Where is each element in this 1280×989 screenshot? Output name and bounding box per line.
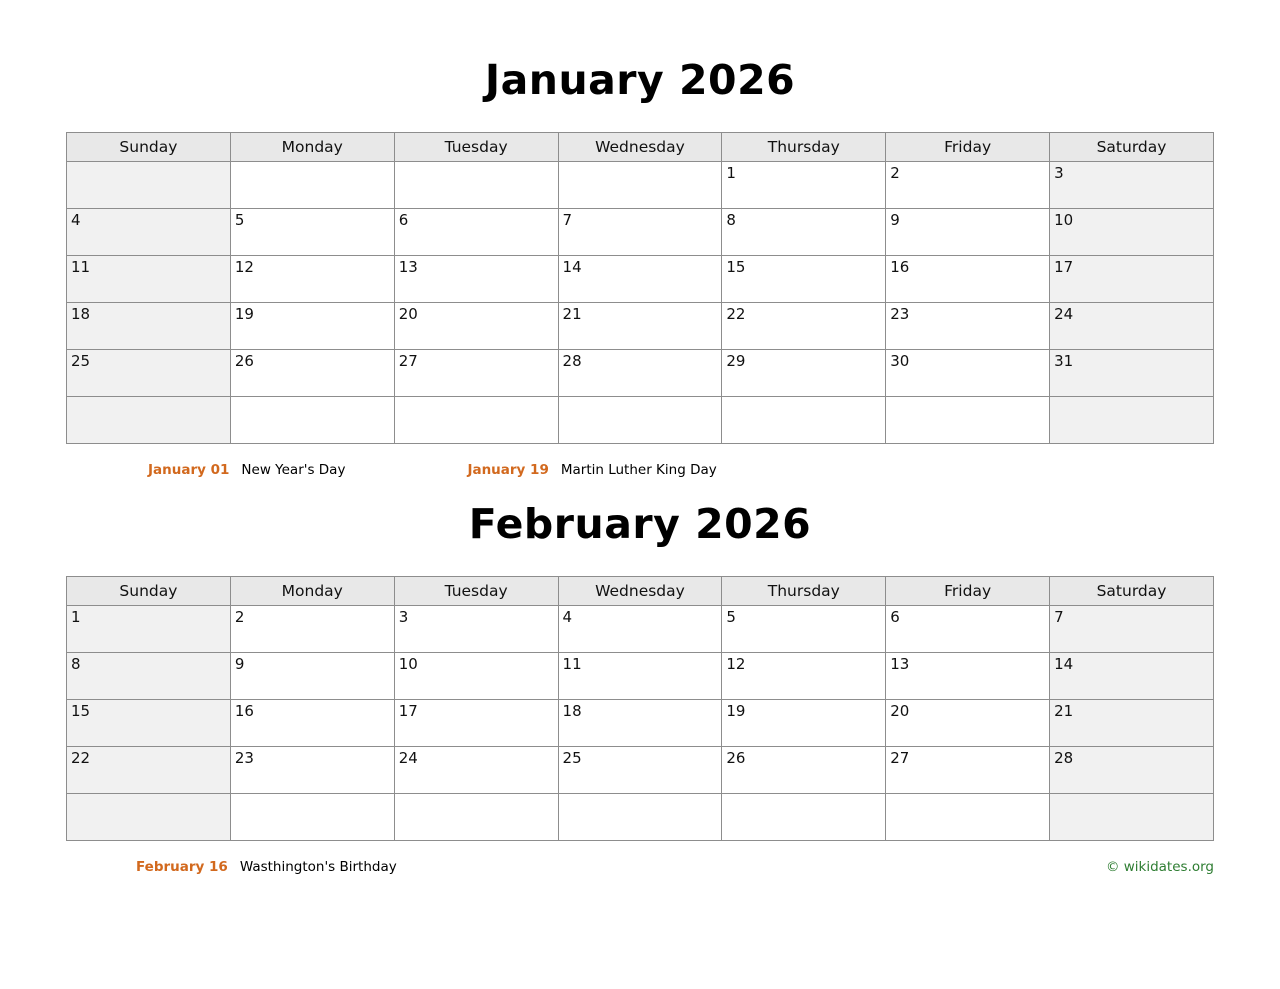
month-block-january (0, 56, 1280, 478)
weekday-header-tuesday: Tuesday (394, 577, 558, 606)
day-cell[interactable]: 20 (886, 700, 1050, 747)
day-cell[interactable]: 5 (230, 209, 394, 256)
day-cell[interactable]: 8 (722, 209, 886, 256)
day-cell[interactable]: 29 (722, 350, 886, 397)
section-spacer (0, 478, 1280, 500)
day-cell[interactable]: 21 (1050, 700, 1214, 747)
day-cell[interactable]: 1 (722, 162, 886, 209)
day-cell[interactable]: 10 (394, 653, 558, 700)
calendar-week-row (67, 653, 1214, 700)
weekday-header-monday: Monday (230, 577, 394, 606)
weekday-header-friday: Friday (886, 577, 1050, 606)
day-cell[interactable]: 16 (230, 700, 394, 747)
holiday-item (148, 462, 345, 478)
calendar-week-row (67, 606, 1214, 653)
day-cell[interactable]: 4 (67, 209, 231, 256)
calendar-week-row (67, 794, 1214, 841)
day-cell[interactable] (886, 794, 1050, 841)
page-title-january: January 2026 (484, 56, 796, 104)
day-cell[interactable] (722, 397, 886, 444)
calendar-week-row (67, 747, 1214, 794)
holiday-name: Wasthington's Birthday (239, 859, 397, 875)
day-cell[interactable]: 23 (230, 747, 394, 794)
day-cell[interactable]: 7 (1050, 606, 1214, 653)
calendar-week-row (67, 397, 1214, 444)
day-cell[interactable]: 11 (558, 653, 722, 700)
day-cell[interactable] (394, 162, 558, 209)
day-cell[interactable]: 5 (722, 606, 886, 653)
day-cell[interactable]: 21 (558, 303, 722, 350)
day-cell[interactable]: 7 (558, 209, 722, 256)
holiday-date: January 01 (148, 462, 230, 478)
day-cell[interactable]: 13 (886, 653, 1050, 700)
calendar-week-row (67, 162, 1214, 209)
day-cell[interactable]: 8 (67, 653, 231, 700)
day-cell[interactable]: 1 (67, 606, 231, 653)
day-cell[interactable]: 4 (558, 606, 722, 653)
weekday-header-monday: Monday (230, 133, 394, 162)
day-cell[interactable]: 2 (886, 162, 1050, 209)
day-cell[interactable] (394, 794, 558, 841)
day-cell[interactable]: 26 (722, 747, 886, 794)
day-cell[interactable]: 15 (67, 700, 231, 747)
day-cell[interactable] (558, 397, 722, 444)
day-cell[interactable]: 18 (558, 700, 722, 747)
holiday-list-february (66, 841, 1214, 875)
holiday-date: February 16 (136, 859, 228, 875)
calendar-week-row (67, 256, 1214, 303)
day-cell[interactable]: 19 (230, 303, 394, 350)
weekday-header-wednesday: Wednesday (558, 133, 722, 162)
holiday-name: Martin Luther King Day (560, 462, 717, 478)
day-cell[interactable]: 9 (230, 653, 394, 700)
site-credit[interactable]: © wikidates.org (1105, 859, 1214, 875)
day-cell[interactable]: 31 (1050, 350, 1214, 397)
day-cell[interactable] (394, 397, 558, 444)
day-cell[interactable]: 3 (394, 606, 558, 653)
weekday-header-sunday: Sunday (67, 133, 231, 162)
day-cell[interactable]: 2 (230, 606, 394, 653)
day-cell[interactable]: 9 (886, 209, 1050, 256)
calendar-table-february (66, 576, 1214, 841)
day-cell[interactable]: 19 (722, 700, 886, 747)
weekday-header-row (67, 577, 1214, 606)
day-cell[interactable]: 11 (67, 256, 231, 303)
day-cell[interactable]: 20 (394, 303, 558, 350)
weekday-header-sunday: Sunday (67, 577, 231, 606)
day-cell[interactable] (67, 162, 231, 209)
calendar-wrapper-february (66, 576, 1214, 841)
day-cell[interactable] (67, 794, 231, 841)
day-cell[interactable] (1050, 397, 1214, 444)
calendar-wrapper-january (66, 132, 1214, 444)
day-cell[interactable]: 3 (1050, 162, 1214, 209)
day-cell[interactable]: 26 (230, 350, 394, 397)
day-cell[interactable]: 24 (1050, 303, 1214, 350)
day-cell[interactable]: 17 (1050, 256, 1214, 303)
weekday-header-tuesday: Tuesday (394, 133, 558, 162)
holiday-date: January 19 (467, 462, 549, 478)
day-cell[interactable]: 6 (886, 606, 1050, 653)
holiday-item (467, 462, 716, 478)
holiday-item (136, 859, 397, 875)
day-cell[interactable]: 28 (1050, 747, 1214, 794)
day-cell[interactable] (1050, 794, 1214, 841)
weekday-header-row (67, 133, 1214, 162)
day-cell[interactable] (230, 397, 394, 444)
day-cell[interactable]: 18 (67, 303, 231, 350)
weekday-header-saturday: Saturday (1050, 133, 1214, 162)
calendar-week-row (67, 209, 1214, 256)
weekday-header-thursday: Thursday (722, 133, 886, 162)
day-cell[interactable]: 12 (230, 256, 394, 303)
day-cell[interactable]: 27 (886, 747, 1050, 794)
day-cell[interactable]: 30 (886, 350, 1050, 397)
day-cell[interactable]: 22 (67, 747, 231, 794)
day-cell[interactable] (230, 162, 394, 209)
calendar-week-row (67, 700, 1214, 747)
day-cell[interactable]: 17 (394, 700, 558, 747)
weekday-header-friday: Friday (886, 133, 1050, 162)
day-cell[interactable]: 25 (67, 350, 231, 397)
holiday-list-january (66, 444, 1214, 478)
day-cell[interactable] (67, 397, 231, 444)
day-cell[interactable]: 6 (394, 209, 558, 256)
holiday-name: New Year's Day (241, 462, 346, 478)
day-cell[interactable] (886, 397, 1050, 444)
month-block-february (0, 500, 1280, 875)
day-cell[interactable]: 24 (394, 747, 558, 794)
day-cell[interactable]: 10 (1050, 209, 1214, 256)
weekday-header-saturday: Saturday (1050, 577, 1214, 606)
day-cell[interactable] (558, 794, 722, 841)
day-cell[interactable]: 23 (886, 303, 1050, 350)
day-cell[interactable]: 22 (722, 303, 886, 350)
day-cell[interactable]: 14 (558, 256, 722, 303)
day-cell[interactable]: 12 (722, 653, 886, 700)
day-cell[interactable]: 16 (886, 256, 1050, 303)
day-cell[interactable]: 27 (394, 350, 558, 397)
day-cell[interactable]: 28 (558, 350, 722, 397)
day-cell[interactable]: 14 (1050, 653, 1214, 700)
day-cell[interactable] (230, 794, 394, 841)
weekday-header-thursday: Thursday (722, 577, 886, 606)
day-cell[interactable]: 15 (722, 256, 886, 303)
page-title-february: February 2026 (468, 500, 812, 548)
calendar-table-january (66, 132, 1214, 444)
calendar-week-row (67, 303, 1214, 350)
calendar-week-row (67, 350, 1214, 397)
day-cell[interactable]: 25 (558, 747, 722, 794)
day-cell[interactable]: 13 (394, 256, 558, 303)
day-cell[interactable] (722, 794, 886, 841)
day-cell[interactable] (558, 162, 722, 209)
weekday-header-wednesday: Wednesday (558, 577, 722, 606)
